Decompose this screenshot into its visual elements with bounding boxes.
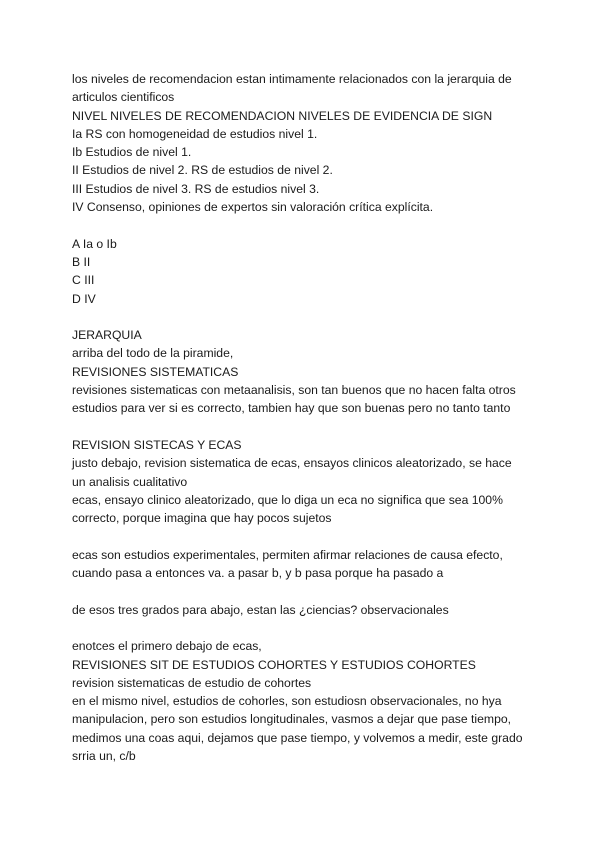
text-line: de esos tres grados para abajo, estan las ¿ciencias? observacionales (72, 602, 449, 617)
text-line: revisiones sistematicas con metaanalisis, son tan buenos que no hacen falta otros (72, 383, 516, 398)
document-page (72, 70, 542, 765)
blank-line (72, 582, 542, 600)
heading-line: REVISION SISTECAS Y ECAS (72, 437, 242, 452)
list-item: C III (72, 273, 95, 288)
text-line: srria un, c/b (72, 748, 136, 763)
text-line: arriba del todo de la piramide, (72, 346, 234, 361)
list-item: II Estudios de nivel 2. RS de estudios de nivel 2. (72, 163, 333, 178)
text-line: correcto, porque imagina que hay pocos sujetos (72, 511, 332, 526)
heading-line: REVISIONES SISTEMATICAS (72, 364, 239, 379)
list-item: IV Consenso, opiniones de expertos sin valoración crítica explícita. (72, 200, 434, 215)
list-item: D IV (72, 291, 96, 306)
list-item: III Estudios de nivel 3. RS de estudios nivel 3. (72, 181, 320, 196)
text-line: en el mismo nivel, estudios de cohorles, son estudiosn observacionales, no hya (72, 694, 502, 709)
heading-line: JERARQUIA (72, 328, 142, 343)
list-item: B II (72, 254, 91, 269)
list-item: A Ia o Ib (72, 236, 117, 251)
text-line: medimos una coas aqui, dejamos que pase tiempo, y volvemos a medir, este grado (72, 730, 523, 745)
text-line: manipulacion, pero son estudios longitudinales, vasmos a dejar que pase tiempo, (72, 712, 512, 727)
text-line: enotces el primero debajo de ecas, (72, 639, 262, 654)
list-item: Ib Estudios de nivel 1. (72, 145, 192, 160)
text-line: los niveles de recomendacion estan intimamente relacionados con la jerarquia de (72, 72, 512, 86)
heading-line: REVISIONES SIT DE ESTUDIOS COHORTES Y ESTUDIOS COHORTES (72, 657, 476, 672)
list-item: Ia RS con homogeneidad de estudios nivel 1. (72, 126, 318, 141)
blank-line (72, 308, 542, 326)
blank-line (72, 527, 542, 545)
blank-line (72, 216, 542, 234)
text-line: articulos cientificos (72, 90, 175, 105)
text-line: estudios para ver si es correcto, tambien hay que son buenas pero no tanto tanto (72, 401, 511, 416)
text-line: ecas son estudios experimentales, permiten afirmar relaciones de causa efecto, (72, 547, 503, 562)
text-line: justo debajo, revision sistematica de ecas, ensayos clinicos aleatorizado, se hace (72, 456, 512, 471)
text-line: revision sistematicas de estudio de cohortes (72, 675, 312, 690)
text-line: ecas, ensayo clinico aleatorizado, que lo diga un eca no significa que sea 100% (72, 492, 503, 507)
text-line: cuando pasa a entonces va. a pasar b, y b pasa porque ha pasado a (72, 566, 444, 581)
heading-line: NIVEL NIVELES DE RECOMENDACION NIVELES DE EVIDENCIA DE SIGN (72, 108, 493, 123)
blank-line (72, 418, 542, 436)
text-line: un analisis cualitativo (72, 474, 188, 489)
blank-line (72, 619, 542, 637)
